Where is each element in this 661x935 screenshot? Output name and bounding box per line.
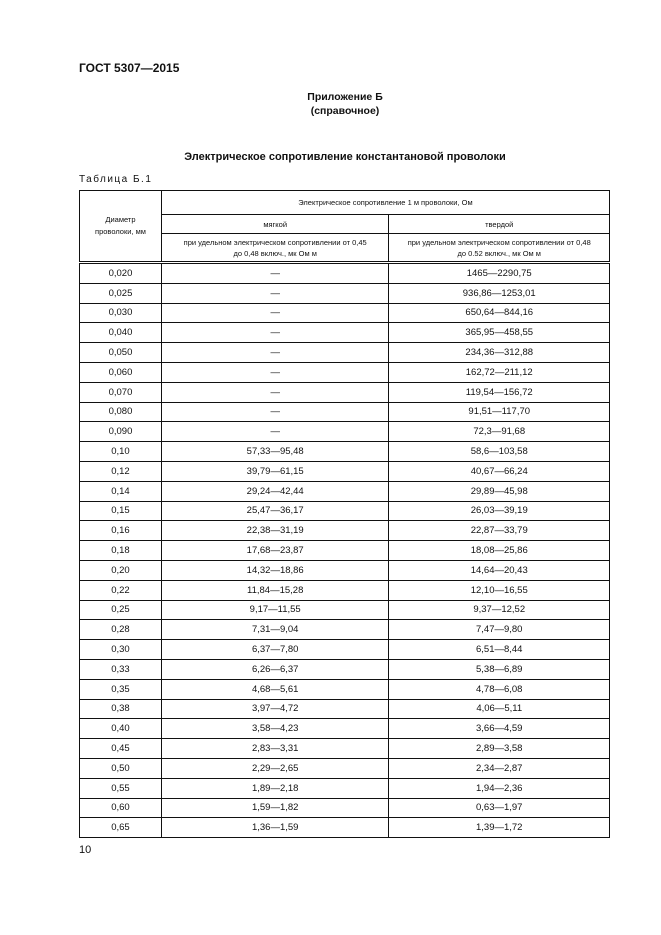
cell-soft: 25,47—36,17 [161,501,389,521]
cell-diameter: 0,40 [80,719,162,739]
header-diameter: Диаметр проволоки, мм [80,191,162,263]
resistance-table [79,190,610,838]
cell-hard: 22,87—33,79 [389,521,610,541]
cell-soft: — [161,303,389,323]
cell-diameter: 0,10 [80,442,162,462]
cell-hard: 365,95—458,55 [389,323,610,343]
cell-soft: 11,84—15,28 [161,580,389,600]
table-row [80,541,610,561]
cell-diameter: 0,12 [80,461,162,481]
cell-soft: 22,38—31,19 [161,521,389,541]
cell-diameter: 0,090 [80,422,162,442]
cell-soft: 7,31—9,04 [161,620,389,640]
cell-hard: 234,36—312,88 [389,343,610,363]
cell-soft: 3,97—4,72 [161,699,389,719]
cell-soft: 1,36—1,59 [161,818,389,838]
cell-hard: 12,10—16,55 [389,580,610,600]
cell-soft: — [161,323,389,343]
cell-soft: — [161,362,389,382]
table-row [80,263,610,284]
cell-hard: 936,86—1253,01 [389,283,610,303]
cell-diameter: 0,040 [80,323,162,343]
cell-hard: 58,6—103,58 [389,442,610,462]
cell-hard: 5,38—6,89 [389,659,610,679]
cell-soft: 29,24—42,44 [161,481,389,501]
cell-hard: 0,63—1,97 [389,798,610,818]
cell-soft: 39,79—61,15 [161,461,389,481]
cell-diameter: 0,22 [80,580,162,600]
table-row [80,481,610,501]
table-row [80,521,610,541]
cell-hard: 91,51—117,70 [389,402,610,422]
cell-soft: 6,26—6,37 [161,659,389,679]
table-row [80,461,610,481]
appendix-note: (справочное) [310,105,380,117]
table-row [80,323,610,343]
cell-diameter: 0,070 [80,382,162,402]
cell-soft: — [161,263,389,284]
cell-soft: — [161,283,389,303]
cell-diameter: 0,14 [80,481,162,501]
cell-diameter: 0,33 [80,659,162,679]
cell-hard: 7,47—9,80 [389,620,610,640]
cell-soft: 57,33—95,48 [161,442,389,462]
table-row [80,402,610,422]
cell-diameter: 0,15 [80,501,162,521]
table-row [80,580,610,600]
cell-hard: 40,67—66,24 [389,461,610,481]
table-row [80,778,610,798]
header-resistance: Электрическое сопротивление 1 м проволоки, Ом [161,191,609,215]
cell-hard: 14,64—20,43 [389,560,610,580]
table-row [80,303,610,323]
table-row [80,362,610,382]
header-soft: мягкой [161,215,389,234]
cell-hard: 26,03—39,19 [389,501,610,521]
cell-hard: 2,89—3,58 [389,739,610,759]
appendix-title: Приложение Б [307,91,383,103]
cell-diameter: 0,50 [80,758,162,778]
cell-hard: 1465—2290,75 [389,263,610,284]
cell-diameter: 0,60 [80,798,162,818]
cell-hard: 119,54—156,72 [389,382,610,402]
header-soft-condition: при удельном электрическом сопротивлении от 0,45 до 0,48 включ., мк Ом м [161,234,389,263]
cell-soft: 2,29—2,65 [161,758,389,778]
cell-soft: 3,58—4,23 [161,719,389,739]
cell-soft: 14,32—18,86 [161,560,389,580]
table-row [80,343,610,363]
cell-diameter: 0,25 [80,600,162,620]
table-row [80,600,610,620]
table-row [80,442,610,462]
cell-diameter: 0,025 [80,283,162,303]
cell-soft: 6,37—7,80 [161,640,389,660]
appendix-header [0,90,661,118]
section-heading: Электрическое сопротивление константановой проволоки [184,151,506,163]
table-row [80,640,610,660]
table-row [80,283,610,303]
cell-diameter: 0,030 [80,303,162,323]
header-hard: твердой [389,215,610,234]
table-row [80,501,610,521]
table-row [80,758,610,778]
cell-soft: 17,68—23,87 [161,541,389,561]
page-number: 10 [79,844,92,856]
cell-hard: 1,39—1,72 [389,818,610,838]
cell-hard: 72,3—91,68 [389,422,610,442]
table-row [80,798,610,818]
cell-diameter: 0,30 [80,640,162,660]
cell-hard: 4,06—5,11 [389,699,610,719]
cell-soft: — [161,343,389,363]
cell-soft: 1,89—2,18 [161,778,389,798]
cell-soft: — [161,382,389,402]
table-caption: Таблица Б.1 [79,174,153,185]
cell-soft: 4,68—5,61 [161,679,389,699]
cell-soft: 9,17—11,55 [161,600,389,620]
cell-diameter: 0,65 [80,818,162,838]
cell-hard: 650,64—844,16 [389,303,610,323]
cell-diameter: 0,080 [80,402,162,422]
cell-diameter: 0,45 [80,739,162,759]
cell-diameter: 0,16 [80,521,162,541]
cell-soft: — [161,402,389,422]
table-row [80,382,610,402]
cell-hard: 18,08—25,86 [389,541,610,561]
table-row [80,422,610,442]
cell-diameter: 0,38 [80,699,162,719]
cell-hard: 162,72—211,12 [389,362,610,382]
cell-soft: — [161,422,389,442]
cell-diameter: 0,55 [80,778,162,798]
cell-diameter: 0,050 [80,343,162,363]
document-id: ГОСТ 5307—2015 [79,61,180,75]
cell-diameter: 0,060 [80,362,162,382]
table-row [80,679,610,699]
cell-hard: 1,94—2,36 [389,778,610,798]
cell-soft: 2,83—3,31 [161,739,389,759]
table-row [80,699,610,719]
cell-soft: 1,59—1,82 [161,798,389,818]
cell-hard: 6,51—8,44 [389,640,610,660]
cell-diameter: 0,28 [80,620,162,640]
cell-diameter: 0,020 [80,263,162,284]
cell-diameter: 0,18 [80,541,162,561]
table-row [80,560,610,580]
header-hard-condition: при удельном электрическом сопротивлении от 0,48 до 0.52 включ., мк Ом м [389,234,610,263]
table-row [80,659,610,679]
cell-diameter: 0,35 [80,679,162,699]
cell-hard: 29,89—45,98 [389,481,610,501]
table-row [80,719,610,739]
cell-hard: 3,66—4,59 [389,719,610,739]
cell-hard: 9,37—12,52 [389,600,610,620]
table-row [80,620,610,640]
table-row [80,818,610,838]
cell-diameter: 0,20 [80,560,162,580]
cell-hard: 2,34—2,87 [389,758,610,778]
cell-hard: 4,78—6,08 [389,679,610,699]
table-row [80,739,610,759]
